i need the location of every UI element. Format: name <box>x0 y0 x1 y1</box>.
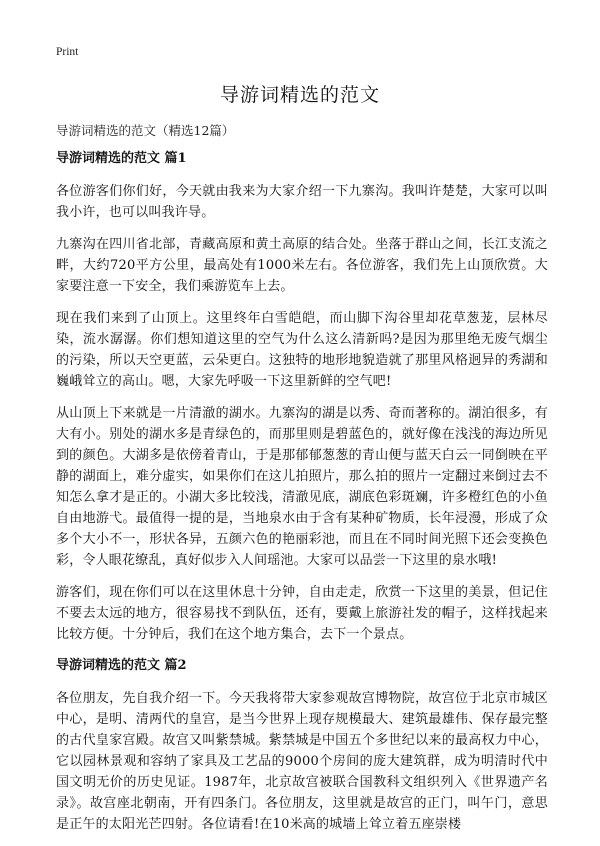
section-1 <box>56 149 548 645</box>
paragraph: 游客们，现在你们可以在这里休息十分钟，自由走走，欣赏一下这里的美景，但记住不要去太远的地方，很容易找不到队伍，还有，要戴上旅游社发的帽子，这样找起来比较方便。十分钟后，我们在这个地方集合，去下一个景点。 <box>56 585 548 642</box>
print-link[interactable]: Print <box>56 46 79 58</box>
paragraph: 九寨沟在四川省北部，青藏高原和黄土高原的结合处。坐落于群山之间，长江支流之畔，大约720平方公里，最高处有1000米左右。各位游客，我们先上山顶欣赏。大家要注意一下安全，我们乘游览车上去。 <box>56 237 548 294</box>
page-title: 导游词精选的范文 <box>219 84 380 106</box>
document-subtitle: 导游词精选的范文（精选12篇） <box>56 123 235 138</box>
paragraph: 从山顶上下来就是一片清澈的湖水。九寨沟的湖是以秀、奇而著称的。湖泊很多，有大有小。别处的湖水多是青绿色的，而那里则是碧蓝色的，就好像在浅浅的海边所见到的颜色。大湖多是依傍着青山，于是那郁郁葱葱的青山便与蓝天白云一同倒映在平静的湖面上，难分虚实，如果你们在这儿拍照片，那么拍的照片一定翻过来倒过去不知怎么拿才是正的。小湖大多比较浅，清澈见底，湖底色彩斑斓，许多橙红色的小鱼自由地游弋。最值得一提的是，当地泉水由于含有某种矿物质，长年浸漫，形成了众多个大小不一，形状各异，五颜六色的艳丽彩池，而且在不同时间光照下还会变换色彩，令人眼花缭乱，真好似步入人间瑶池。大家可以品尝一下这里的泉水哦! <box>56 406 548 568</box>
section-2 <box>56 656 548 835</box>
paragraph: 各位游客们你们好，今天就由我来为大家介绍一下九寨沟。我叫许楚楚，大家可以叫我小许，也可以叫我许导。 <box>56 184 548 220</box>
section-heading: 导游词精选的范文 篇1 <box>56 151 187 166</box>
paragraph: 现在我们来到了山顶上。这里终年白雪皑皑，而山脚下沟谷里却花草葱茏，层林尽染，流水潺潺。你们想知道这里的空气为什么这么清新吗?是因为那里绝无废气烟尘的污染，所以天空更蓝，云朵更白。这独特的地形地貌造就了那里风格迥异的秀湖和巍峨耸立的高山。嗯，大家先呼吸一下这里新鲜的空气吧! <box>56 311 548 389</box>
section-heading: 导游词精选的范文 篇2 <box>56 658 187 673</box>
paragraph: 各位朋友，先自我介绍一下。今天我将带大家参观故宫博物院，故宫位于北京市城区中心，是明、清两代的皇宫，是当今世界上现存规模最大、建筑最雄伟、保存最完整的古代皇家宫殿。故宫又叫紫禁城。紫禁城是中国五个多世纪以来的最高权力中心，它以园林景观和容纳了家具及工艺品的9000个房间的庞大建筑群，成为明清时代中国文明无价的历史见证。1987年，北京故宫被联合国教科文组织列入《世界遗产名录》。故宫座北朝南，开有四条门。各位朋友，这里就是故宫的正门，叫午门，意思是正午的太阳光芒四射。各位请看!在10米高的城墙上耸立着五座崇楼 <box>56 691 548 832</box>
document-body <box>56 149 548 846</box>
